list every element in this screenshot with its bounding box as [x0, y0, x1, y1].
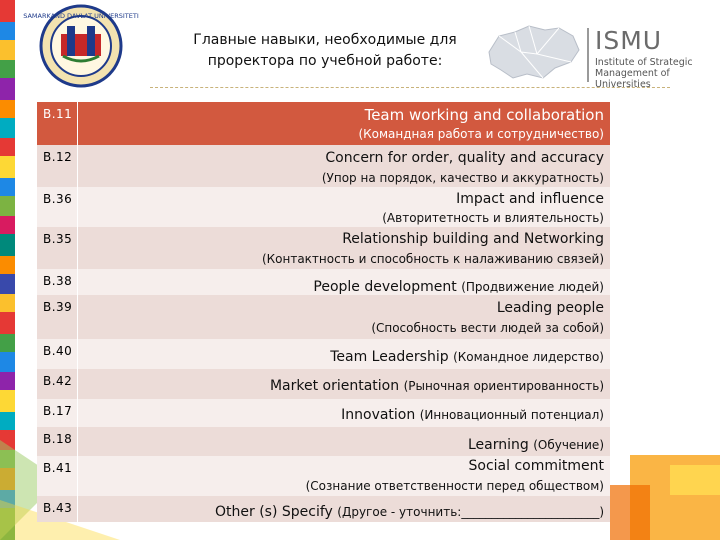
table-row	[37, 496, 610, 522]
skill-translation: (Командная работа и сотрудничество)	[358, 127, 604, 141]
skill-translation: (Контактность и способность к налаживанию связей)	[261, 252, 604, 266]
table-row	[37, 456, 610, 496]
skill-translation: (Сознание ответственности перед обществом)	[305, 479, 604, 493]
table-row	[37, 339, 610, 369]
skill-name: Market orientation	[269, 378, 400, 394]
skill-code: B.38	[43, 274, 73, 288]
skill-line	[215, 503, 604, 521]
ismu-divider	[587, 28, 589, 82]
title-line-2: проректора по учебной работе:	[207, 53, 443, 69]
skill-name: Leading people	[496, 300, 604, 316]
skill-code: B.39	[43, 300, 73, 314]
skill-code: B.40	[43, 344, 73, 358]
skill-translation: (Обучение)	[533, 438, 604, 452]
skill-line	[341, 406, 604, 424]
skill-name: Relationship building and Networking	[342, 231, 604, 247]
table-row	[37, 187, 610, 227]
skill-name: Social commitment	[468, 458, 604, 474]
table-row	[37, 269, 610, 295]
skill-name: Other (s) Specify	[215, 504, 333, 520]
skill-name: Team working and collaboration	[364, 106, 604, 124]
skill-code: B.11	[43, 107, 73, 121]
skills-table	[37, 102, 610, 522]
skill-translation: (Упор на порядок, качество и аккуратность)	[321, 171, 604, 185]
skill-name: Learning	[467, 437, 529, 453]
skill-code: B.18	[43, 432, 73, 446]
skill-name: People development	[313, 279, 457, 295]
skill-translation: (Рыночная ориентированность)	[403, 379, 604, 393]
skill-translation: (Способность вести людей за собой)	[371, 321, 604, 335]
header-divider	[150, 87, 670, 88]
skill-name: Innovation	[341, 407, 416, 423]
title-line-1: Главные навыки, необходимые для	[193, 32, 457, 48]
skill-name: Team Leadership	[330, 349, 449, 365]
table-row	[37, 145, 610, 187]
table-row	[37, 227, 610, 269]
table-row	[37, 295, 610, 339]
map-icon	[485, 22, 583, 84]
skill-translation: (Авторитетность и влиятельность)	[382, 211, 604, 225]
skill-translation: (Другое - уточнить:_______________________)	[337, 505, 604, 519]
ismu-subtitle: Institute of Strategic Management of Universities	[595, 57, 693, 90]
skill-code: B.41	[43, 461, 73, 475]
skill-code: B.12	[43, 150, 73, 164]
table-row	[37, 369, 610, 399]
bottom-right-decoration	[610, 455, 720, 540]
skill-code: B.35	[43, 232, 73, 246]
skill-code: B.43	[43, 501, 73, 515]
skill-line	[270, 377, 604, 395]
table-row	[37, 399, 610, 427]
skill-translation: (Командное лидерство)	[453, 350, 604, 364]
skill-translation: (Продвижение людей)	[461, 280, 604, 294]
page-title	[160, 30, 490, 72]
ismu-name: ISMU	[595, 26, 663, 55]
table-row	[37, 102, 610, 145]
skill-name: Concern for order, quality and accuracy	[325, 150, 604, 166]
ismu-logo	[483, 18, 720, 88]
skill-translation: (Инновационный потенциал)	[419, 408, 604, 422]
skill-name: Impact and influence	[456, 191, 604, 207]
skill-code: B.42	[43, 374, 73, 388]
university-logo	[17, 4, 145, 88]
skill-code: B.17	[43, 404, 73, 418]
logo-text: SAMARKAND DAVLAT UNIVERSITETI	[23, 12, 139, 20]
skill-line	[468, 436, 604, 454]
skill-line	[313, 278, 604, 296]
skill-code: B.36	[43, 192, 73, 206]
skill-line	[330, 348, 604, 366]
table-row	[37, 427, 610, 456]
